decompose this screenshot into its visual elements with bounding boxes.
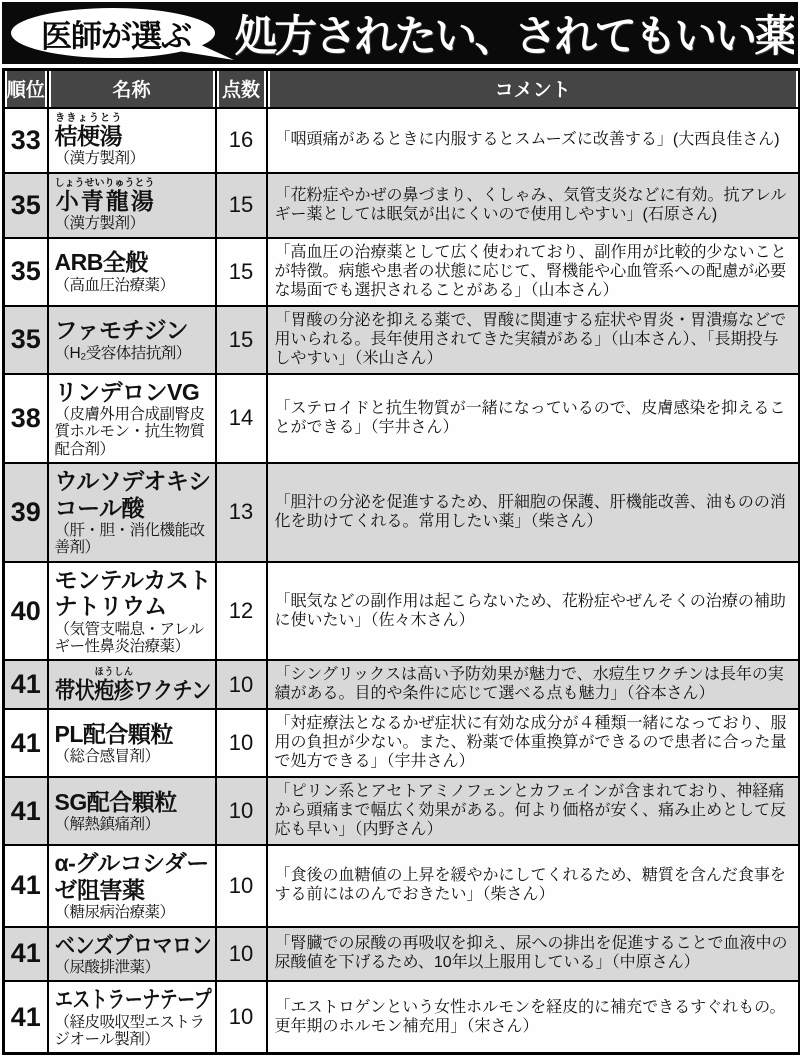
drug-category: （皮膚外用合成副腎皮質ホルモン・抗生物質配合剤） — [54, 406, 205, 458]
table-row — [4, 306, 800, 374]
comment-cell: 「食後の血糖値の上昇を緩やかにしてくれるため、糖質を含んだ食事をする前にはのんでおきたい」（柴さん） — [267, 845, 800, 926]
drug-name: モンテルカストナトリウム — [54, 566, 211, 620]
points-cell: 10 — [216, 660, 267, 709]
points-cell: 13 — [216, 463, 267, 562]
drug-name: エストラーナテープ — [54, 986, 211, 1013]
comment-cell: 「花粉症やかぜの鼻づまり、くしゃみ、気管支炎などに有効。抗アレルギー薬としては眠気が出にくいので使用しやすい」(石原さん) — [267, 173, 800, 238]
rank-cell: 35 — [4, 173, 48, 238]
rank-cell: 38 — [4, 374, 48, 464]
speech-bubble — [10, 6, 236, 62]
comment-cell: 「腎臓での尿酸の再吸収を抑え、尿への排出を促進することで血液中の尿酸値を下げるため、10年以上服用している」（中原さん） — [267, 927, 800, 982]
points-cell: 15 — [216, 173, 267, 238]
drug-category: （漢方製剤） — [54, 215, 145, 233]
drug-category: （総合感冒剤） — [54, 748, 160, 766]
points-cell: 15 — [216, 306, 267, 374]
drug-category: （気管支喘息・アレルギー性鼻炎治療薬） — [54, 620, 204, 655]
drug-name: ARB全般 — [54, 249, 148, 276]
comment-cell: 「高血圧の治療薬として広く使われており、副作用が比較的少ないことが特徴。病態や患者の状態に応じて、腎機能や心血管系への配慮が必要な場面でも選択されることがある」（山本さん） — [267, 238, 800, 306]
comment-cell: 「エストロゲンという女性ホルモンを経皮的に補充できるすぐれもの。更年期のホルモン補充用」（宋さん） — [267, 981, 800, 1054]
drug-name: リンデロンVG — [54, 378, 200, 405]
points-cell: 10 — [216, 777, 267, 845]
points-cell: 10 — [216, 981, 267, 1054]
table-row — [4, 562, 800, 661]
table-row — [4, 981, 800, 1054]
rank-cell: 35 — [4, 238, 48, 306]
drug-name: α-グルコシダーゼ阻害薬 — [54, 850, 209, 903]
ranking-table — [2, 68, 800, 1055]
name-cell — [48, 562, 216, 661]
rank-cell: 40 — [4, 562, 48, 661]
points-cell: 15 — [216, 238, 267, 306]
title-wrap — [234, 2, 794, 64]
drug-name: 小青龍湯しょうせいりゅうとう — [54, 177, 155, 214]
col-header-points: 点数 — [216, 70, 267, 109]
drug-category: （糖尿病治療薬） — [54, 904, 175, 922]
drug-name: ファモチジン — [54, 317, 189, 344]
points-cell: 12 — [216, 562, 267, 661]
name-cell — [48, 709, 216, 777]
comment-cell: 「眠気などの副作用は起こらないため、花粉症やぜんそくの治療の補助に使いたい」（佐々木さん） — [267, 562, 800, 661]
table-body — [4, 108, 800, 1054]
comment-cell: 「咽頭痛があるときに内服するとスムーズに改善する」(大西良佳さん) — [267, 108, 800, 173]
comment-cell: 「ステロイドと抗生物質が一緒になっているので、皮膚感染を抑えることができる」（宇井さん） — [267, 374, 800, 464]
col-header-rank: 順位 — [4, 70, 48, 109]
col-header-comment: コメント — [267, 70, 800, 109]
rank-cell: 41 — [4, 660, 48, 709]
points-cell: 16 — [216, 108, 267, 173]
name-cell — [48, 927, 216, 982]
name-cell — [48, 108, 216, 173]
rank-cell: 41 — [4, 927, 48, 982]
comment-cell: 「胆汁の分泌を促進するため、肝細胞の保護、肝機能改善、油ものの消化を助けてくれる。常用したい薬」（柴さん） — [267, 463, 800, 562]
drug-name: 帯状疱疹ほうしんワクチン — [54, 666, 211, 703]
comment-cell: 「シングリックスは高い予防効果が魅力で、水痘生ワクチンは長年の実績がある。目的や条件に応じて選べる点も魅力」（谷本さん） — [267, 660, 800, 709]
drug-name: ウルソデオキシコール酸 — [54, 468, 211, 521]
drug-name: ベンズブロマロン — [54, 931, 211, 958]
drug-category: （解熱鎮痛剤） — [54, 816, 160, 834]
name-cell — [48, 981, 216, 1054]
comment-cell: 「対症療法となるかぜ症状に有効な成分が４種類一緒になっており、服用の負担が少ない。また、粉薬で体重換算ができるので患者に合った量で処方できる」（宇井さん） — [267, 709, 800, 777]
table-row — [4, 463, 800, 562]
drug-category: （尿酸排泄薬） — [54, 958, 160, 976]
name-cell — [48, 660, 216, 709]
table-row — [4, 374, 800, 464]
rank-cell: 41 — [4, 709, 48, 777]
table-header-row — [4, 70, 800, 109]
drug-name: 桔梗湯ききょうとう — [54, 113, 122, 149]
badge-label: 医師が選ぶ — [41, 18, 191, 54]
name-cell — [48, 845, 216, 926]
rank-cell: 41 — [4, 981, 48, 1054]
name-cell — [48, 463, 216, 562]
table-row — [4, 173, 800, 238]
drug-name: PL配合顆粒 — [54, 720, 173, 747]
comment-cell: 「胃酸の分泌を抑える薬で、胃酸に関連する症状や胃炎・胃潰瘍などで用いられる。長年使用されてきた実績がある」（山本さん）、「長期投与しやすい」（米山さん） — [267, 306, 800, 374]
drug-name: SG配合顆粒 — [54, 788, 177, 815]
col-header-name: 名称 — [48, 70, 216, 109]
drug-category: （漢方製剤） — [54, 150, 145, 168]
table-row — [4, 238, 800, 306]
rank-cell: 41 — [4, 777, 48, 845]
rank-cell: 41 — [4, 845, 48, 926]
table-row — [4, 108, 800, 173]
table-row — [4, 845, 800, 926]
name-cell — [48, 173, 216, 238]
drug-category: （H₂受容体拮抗剤） — [54, 344, 191, 362]
points-cell: 10 — [216, 845, 267, 926]
table-row — [4, 927, 800, 982]
page-title: 処方されたい、されてもいい薬 — [234, 12, 794, 61]
comment-cell: 「ピリン系とアセトアミノフェンとカフェインが含まれており、神経痛から頭痛まで幅広く効果がある。何より価格が安く、痛み止めとして反応も早い」（内野さん） — [267, 777, 800, 845]
points-cell: 14 — [216, 374, 267, 464]
drug-category: （肝・胆・消化機能改善剤） — [54, 521, 205, 557]
name-cell — [48, 238, 216, 306]
name-cell — [48, 374, 216, 464]
name-cell — [48, 777, 216, 845]
name-cell — [48, 306, 216, 374]
table-row — [4, 777, 800, 845]
rank-cell: 35 — [4, 306, 48, 374]
rank-cell: 39 — [4, 463, 48, 562]
drug-category: （経皮吸収型エストラジオール製剤） — [54, 1013, 205, 1049]
table-row — [4, 709, 800, 777]
rank-cell: 33 — [4, 108, 48, 173]
title-banner — [2, 2, 798, 64]
drug-category: （高血圧治療薬） — [54, 276, 175, 294]
table-row — [4, 660, 800, 709]
points-cell: 10 — [216, 709, 267, 777]
points-cell: 10 — [216, 927, 267, 982]
